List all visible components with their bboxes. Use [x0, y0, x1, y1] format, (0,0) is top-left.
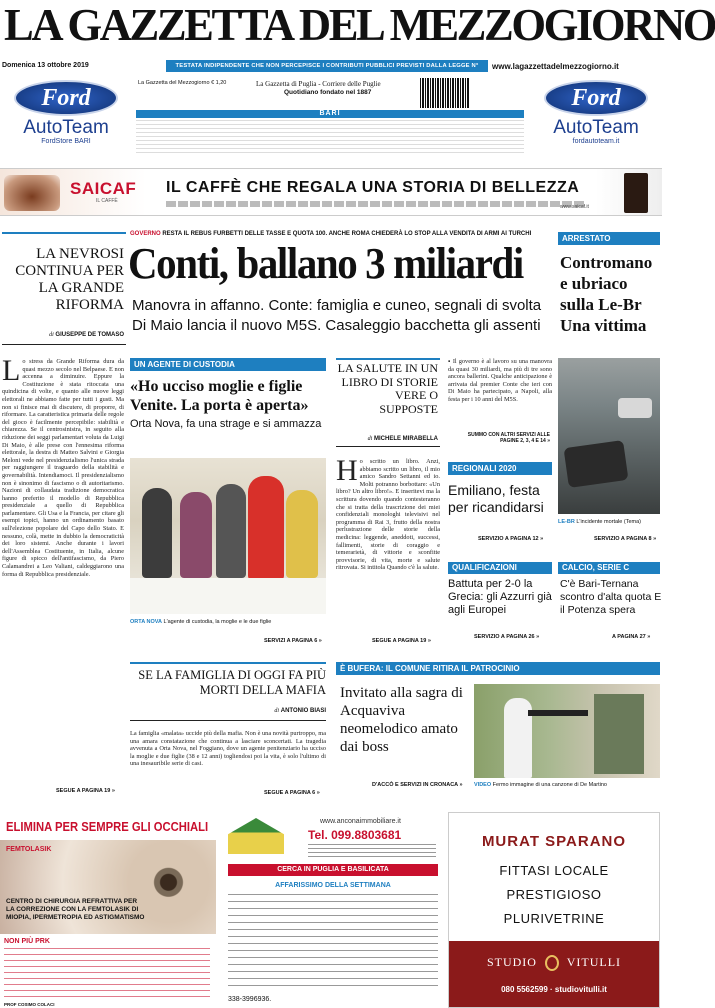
- ancona-desc: [228, 894, 438, 992]
- custodia-subheadline: Orta Nova, fa una strage e si ammazza: [130, 418, 322, 430]
- masthead-date: Domenica 13 ottobre 2019: [2, 62, 89, 69]
- bufera-video-photo: [474, 684, 660, 778]
- dropcap: L: [2, 354, 21, 387]
- calcio-label: CALCIO, SERIE C: [558, 562, 660, 574]
- saicaf-brand-sub: IL CAFFÈ: [96, 198, 118, 204]
- saicaf-fineprint: [166, 201, 586, 207]
- arrestato-label: ARRESTATO: [558, 232, 660, 245]
- autoteam-label: AutoTeam: [553, 117, 639, 138]
- femtolasik-subhead: NON PIÙ PRK: [4, 938, 50, 945]
- mafia-byline: di ANTONIO BIASI: [274, 708, 326, 714]
- ford-oval-logo: Ford: [14, 80, 118, 116]
- saicaf-pack-image: [624, 173, 648, 213]
- arrestato-crash-photo: [558, 358, 660, 514]
- edition-info-block: [136, 120, 524, 154]
- qualificazioni-label: QUALIFICAZIONI: [448, 562, 552, 574]
- ancona-tel: Tel. 099.8803681: [308, 828, 402, 842]
- femtolasik-brand: FEMTOLASIK: [6, 846, 52, 853]
- murat-line3: PLURIVETRINE: [503, 911, 605, 926]
- barcode: [420, 78, 470, 108]
- arrestato-more-link[interactable]: SERVIZIO A PAGINA 8 »: [594, 536, 657, 542]
- ancona-web: www.anconaimmobiliare.it: [320, 818, 401, 825]
- arrestato-headline: Contromano e ubriaco sulla Le-Br Una vittima: [560, 253, 653, 335]
- fordstore-label: FordStore BARI: [41, 138, 91, 145]
- mafia-rule: [130, 662, 326, 664]
- bufera-more-link[interactable]: D'ACCÒ E SERVIZI IN CRONACA »: [372, 782, 463, 788]
- ancona-house-logo: [228, 818, 284, 854]
- masthead-founded: Quotidiano fondato nel 1887: [284, 89, 372, 96]
- bufera-label: È BUFERA: IL COMUNE RITIRA IL PATROCINIO: [336, 662, 660, 675]
- regionali-more-link[interactable]: SERVIZIO A PAGINA 12 »: [478, 536, 544, 542]
- lead-headline: Conti, ballano 3 miliardi: [128, 239, 523, 288]
- bufera-headline: Invitato alla sagra di Acquaviva neomelodico amato dai boss: [340, 685, 463, 755]
- custodia-label: UN AGENTE DI CUSTODIA: [130, 358, 326, 371]
- salute-article: H o scritto un libro. Anzi, abbiamo scritto un libro, il mio amico Sandro Settanni ed io. Molti potranno borbottare: «Un libro? Un altro libro!». E inseritevi ma la scrittura dovendo quando contesteranno che si tratta della trascrizione dei miei confidenziali monologhi televisivi nel programma di Rai 3, frutto della nostra perlustrazione delle storie della medicina: leggende, aneddoti, successi, fallimenti, storie di coraggio e temerarietà, di vittorie e sconfitte provvisorie, di vita, morte e salute ritrovata. Si intitola Quando c'è la salute.: [336, 454, 440, 572]
- autoteam-label: AutoTeam: [23, 117, 109, 138]
- left-column-headline: LA NEVROSI CONTINUA PER LA GRANDE RIFORMA: [15, 246, 124, 313]
- edition-bar: BARI: [136, 110, 524, 118]
- mafia-headline: SE LA FAMIGLIA DI OGGI FA PIÙ MORTI DELLA MAFIA: [138, 668, 326, 697]
- lead-subheadline-1: Manovra in affanno. Conte: famiglia e cuneo, segnali di svolta: [132, 297, 542, 314]
- dropcap: H: [336, 454, 358, 487]
- manovra-more-link[interactable]: SUMMO CON ALTRI SERVIZI ALLE PAGINE 2, 3, 4 E 14 »: [467, 432, 550, 444]
- masthead-title: LA GAZZETTA DEL MEZZOGIORNO: [4, 0, 715, 50]
- fordautoteam-link: fordautoteam.it: [572, 138, 620, 145]
- murat-title: MURAT SPARANO: [481, 833, 627, 850]
- femtolasik-bullets: [4, 948, 210, 1000]
- left-column-rule: [2, 232, 126, 234]
- studio-vitulli-block: STUDIO VITULLI 080 5562599 · studiovitulli.it: [449, 941, 659, 1007]
- salute-rule: [336, 358, 440, 360]
- femtolasik-headline: ELIMINA PER SEMPRE GLI OCCHIALI: [6, 820, 209, 834]
- qualificazioni-more-link[interactable]: SERVIZIO A PAGINA 26 »: [474, 634, 540, 640]
- mafia-article: La famiglia «malata» uccide più della mafia. Non è una novità purtroppo, ma una amara constatazione che continua a lasciare sconcertati. La tragedia avvenuta a Orta Nova, nel Foggiano, dove un agente penitenziario ha ucciso la moglie e due figlie (38 e 12 anni) togliendosi poi la vita, è solo l'ultimo di una inesauribile serie di casi.: [130, 730, 326, 768]
- left-column-byline: di GIUSEPPE DE TOMASO: [49, 332, 124, 338]
- calcio-headline: C'è Bari-Ternana scontro d'alta quota E il Potenza spera: [560, 578, 662, 616]
- murat-line1: FITTASI LOCALE: [499, 863, 609, 878]
- regionali-label: REGIONALI 2020: [448, 462, 552, 475]
- femtolasik-desc: CENTRO DI CHIRURGIA REFRATTIVA PER LA CORREZIONE CON LA FEMTOLASIK DI MIOPIA, IPERMETROPIA ED ASTIGMATISMO: [6, 898, 145, 921]
- lead-kicker: GOVERNO RESTA IL REBUS FURBETTI DELLE TASSE E QUOTA 100. ANCHE ROMA CHIEDERÀ LO STOP ALLA VENDITA DI ARMI AI TURCHI: [130, 231, 532, 237]
- custodia-caption: ORTA NOVA L'agente di custodia, la moglie e le due figlie: [130, 619, 272, 625]
- manovra-brief: ▪ Il governo è al lavoro su una manovra da quasi 30 miliardi, ma più di tre sono ancora ballerini. Qualche anticipazione è arrivata dal premier Conte che ieri con Di Maio ha partecipato, a Napoli, alla festa per i 10 anni del M5S.: [448, 358, 552, 403]
- mafia-more-link[interactable]: SEGUE A PAGINA 6 »: [264, 790, 320, 796]
- femtolasik-footer: PROF COSIMO COLACI: [4, 1002, 55, 1007]
- left-column-divider: [2, 344, 126, 345]
- femtolasik-ad[interactable]: [0, 812, 216, 1008]
- bufera-caption: VIDEO Fermo immagine di una canzone di De Martino: [474, 782, 607, 788]
- saicaf-cup-image: [4, 175, 60, 211]
- ancona-section: AFFARISSIMO DELLA SETTIMANA: [275, 882, 391, 889]
- price-label: La Gazzetta del Mezzogiorno € 1,20: [138, 80, 227, 86]
- salute-divider: [336, 446, 440, 447]
- ancona-phone: 338-3996936.: [228, 996, 272, 1003]
- custodia-more-link[interactable]: SERVIZI A PAGINA 6 »: [264, 638, 322, 644]
- salute-headline: LA SALUTE IN UN LIBRO DI STORIE VERE O SUPPOSTE: [337, 361, 438, 416]
- ford-ad-left[interactable]: [2, 78, 130, 156]
- qualificazioni-headline: Battuta per 2-0 la Grecia: gli Azzurri già agli Europei: [448, 578, 552, 616]
- custodia-family-photo: [130, 458, 326, 614]
- crest-icon: [545, 955, 559, 971]
- website-link[interactable]: www.lagazzettadelmezzogiorno.it: [492, 62, 619, 71]
- ford-oval-logo: Ford: [544, 80, 648, 116]
- masthead-subtitle: La Gazzetta di Puglia - Corriere delle Puglie: [256, 80, 381, 88]
- saicaf-brand: SAICAF: [70, 179, 137, 198]
- calcio-more-link[interactable]: A PAGINA 27 »: [612, 634, 651, 640]
- salute-byline: di MICHELE MIRABELLA: [367, 436, 438, 442]
- arrestato-caption: LE-BR L'incidente mortale (Tema): [558, 519, 641, 525]
- regionali-headline: Emiliano, festa per ricandidarsi: [448, 482, 544, 515]
- masthead-tagline: TESTATA INDIPENDENTE CHE NON PERCEPISCE I CONTRIBUTI PUBBLICI PREVISTI DALLA LEGGE N° 250/90: [166, 60, 488, 72]
- ancona-contacts: [308, 844, 436, 858]
- saicaf-slogan: IL CAFFÈ CHE REGALA UNA STORIA DI BELLEZZA: [166, 179, 580, 196]
- murat-ad[interactable]: [448, 812, 660, 1008]
- murat-line2: PRESTIGIOSO: [506, 887, 602, 902]
- mafia-divider: [130, 720, 326, 721]
- ford-ad-right[interactable]: [532, 78, 660, 156]
- ancona-ad[interactable]: [224, 812, 440, 1008]
- saicaf-web: www.saicaf.it: [560, 204, 589, 210]
- salute-more-link[interactable]: SEGUE A PAGINA 19 »: [372, 638, 431, 644]
- lead-subheadline-2: Di Maio lancia il nuovo M5S. Casaleggio bacchetta gli assenti: [132, 317, 541, 334]
- saicaf-ad[interactable]: [0, 168, 662, 216]
- left-column-article: L o stress da Grande Riforma dura da quasi mezzo secolo nel Belpaese. E non accenna a diminuire. Eppure la Costituzione è stata ritoccata una quindicina di volte, e quanto alle nuove leggi elettorali ne abbiamo fatte per tutti i gusti. Ma non si finisce mai di discutere, di proporre, di riformare. La caratteristica primaria delle regole del gioco è facilmente percepibile: stabilità e chiarezza. Se il centrosinistra, in seguito alla riduzione dei seggi parlamentari voluta da Luigi Di Maio, è alle prese con l'ennesima riforma elettorale, la destra di Matteo Salvini e Giorgia Meloni vede nel presidenzialismo l'unica strada per raggiungere il traguardo della stabilità e governabilità. Intendiamoci. Il presidenzialismo non è sinonimo di fascismo o di autoritarismo. Nazioni di collaudata tradizione democratica hanno preferito il modello di Repubblica presidenziale a quello di Repubblica parlamentare. Gli Usa e la Francia, per citare gli esempi topici, hanno un ordinamento basato sull'elezione popolare del Capo dello Stato. E nessuno, colà, mette in dubbio la democraticità dei loro sistemi. Anche durante i lavori dell'Assemblea Costituente, in Italia, alcune figure di spicco dell'antifascismo, da Piero Calamandrei a Leo Valiani, caldeggiarono una forma di Repubblica presidenziale.: [2, 354, 124, 578]
- left-column-more-link[interactable]: SEGUE A PAGINA 19 »: [56, 788, 115, 794]
- ancona-banner: CERCA IN PUGLIA E BASILICATA: [228, 864, 438, 876]
- custodia-headline: «Ho ucciso moglie e figlie Venite. La porta è aperta»: [130, 378, 309, 414]
